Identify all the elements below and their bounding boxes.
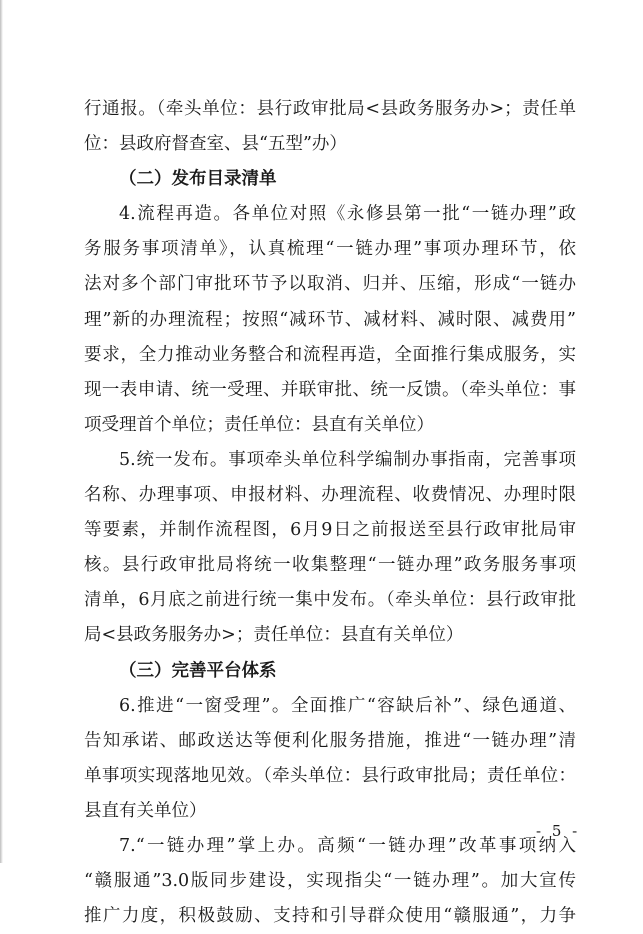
text-line: 5.统一发布。事项牵头单位科学编制办事指南，完善事项 — [119, 449, 576, 470]
text-line: 7.“一链办理”掌上办。高频“一链办理”改革事项纳入 — [119, 835, 576, 856]
text-line: 现一表申请、统一受理、并联审批、统一反馈。（牵头单位：事 — [84, 379, 576, 400]
text-line: 局<县政务服务办>；责任单位：县直有关单位） — [84, 625, 464, 646]
scan-edge — [0, 0, 3, 863]
text-line: 项受理首个单位；责任单位：县直有关单位） — [84, 414, 434, 435]
text-line: “赣服通”3.0版同步建设，实现指尖“一链办理”。加大宣传 — [84, 871, 576, 892]
text-line: 要求，全力推动业务整合和流程再造，全面推行集成服务，实 — [84, 344, 576, 365]
document-body — [84, 92, 576, 934]
section-heading: （三）完善平台体系 — [119, 660, 277, 681]
page-number: - 5 - — [536, 822, 581, 840]
text-line: 单事项实现落地见效。（牵头单位：县行政审批局；责任单位： — [84, 765, 576, 786]
text-line: 推广力度，积极鼓励、支持和引导群众使用“赣服通”，力争 — [84, 906, 576, 927]
text-line: 位：县政府督查室、县“五型”办） — [84, 134, 347, 155]
text-line: 名称、办理事项、申报材料、办理流程、收费情况、办理时限 — [84, 485, 576, 506]
text-line: 6.推进“一窗受理”。全面推广“容缺后补”、绿色通道、 — [119, 695, 576, 716]
text-line: 理”新的办理流程；按照“减环节、减材料、减时限、减费用” — [84, 309, 576, 330]
text-line: 等要素，并制作流程图，6月9日之前报送至县行政审批局审 — [84, 520, 576, 541]
section-heading: （二）发布目录清单 — [119, 169, 277, 190]
text-line: 告知承诺、邮政送达等便利化服务措施，推进“一链办理”清 — [84, 730, 576, 751]
text-line: 清单，6月底之前进行统一集中发布。（牵头单位：县行政审批 — [84, 590, 576, 611]
text-line: 行通报。（牵头单位：县行政审批局<县政务服务办>；责任单 — [84, 99, 576, 119]
text-line: 核。县行政审批局将统一收集整理“一链办理”政务服务事项 — [84, 555, 576, 576]
text-line: 法对多个部门审批环节予以取消、归并、压缩，形成“一链办 — [84, 274, 576, 295]
text-line: 县直有关单位） — [84, 800, 207, 821]
text-line: 务服务事项清单》，认真梳理“一链办理”事项办理环节，依 — [84, 239, 576, 260]
text-line: 4.流程再造。各单位对照《永修县第一批“一链办理”政 — [119, 204, 576, 225]
